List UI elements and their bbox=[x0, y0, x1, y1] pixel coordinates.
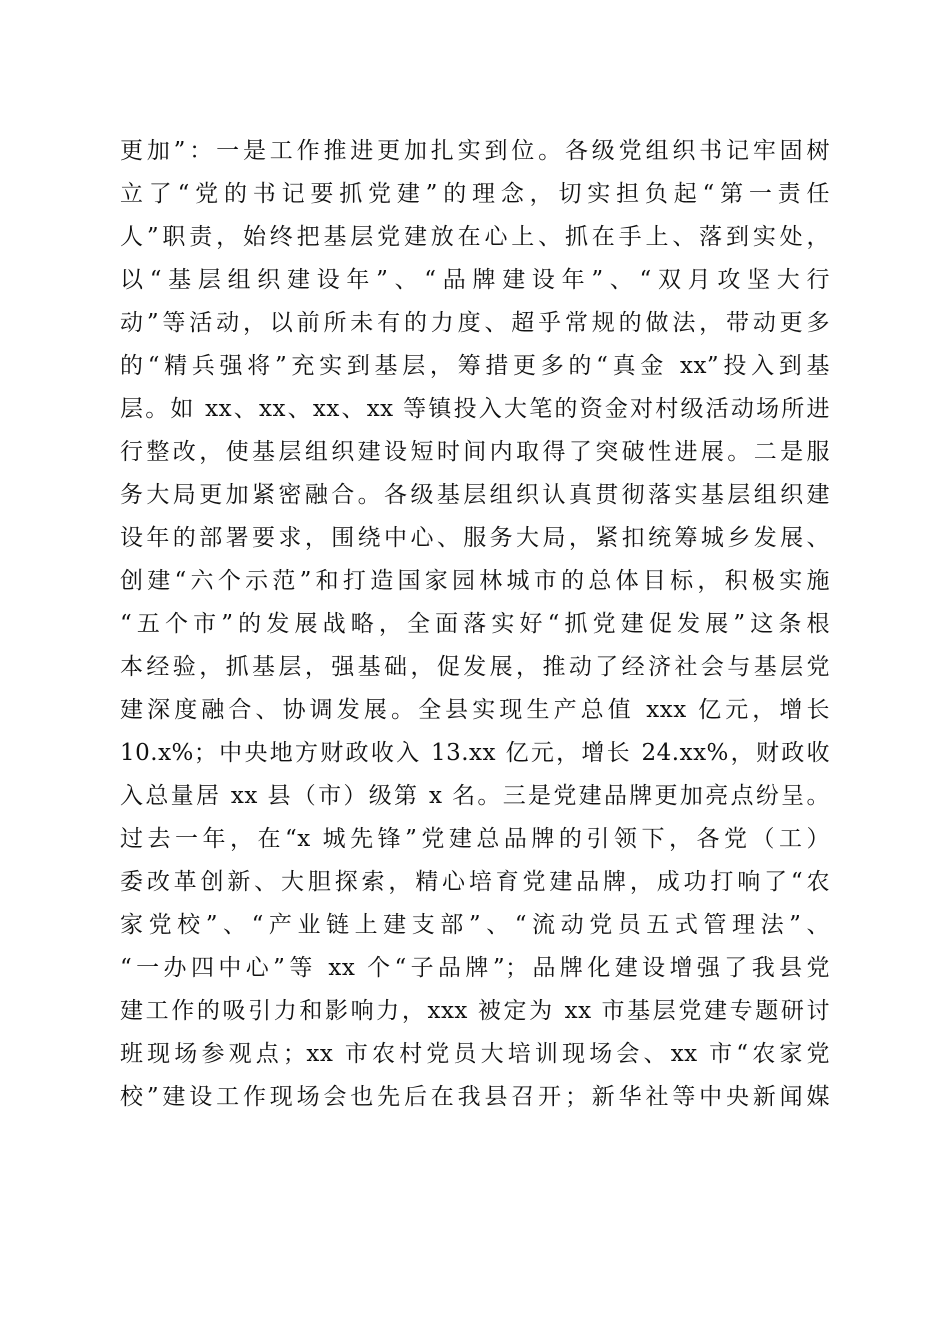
text-line: 设年的部署要求，围绕中心、服务大局，紧扣统筹城乡发展、 bbox=[120, 525, 830, 551]
text-line: 建工作的吸引力和影响力，xxx 被定为 xx 市基层党建专题研讨 bbox=[120, 998, 830, 1024]
text-line: 人”职责，始终把基层党建放在心上、抓在手上、落到实处， bbox=[120, 224, 830, 250]
text-line: 10.x%；中央地方财政收入 13.xx 亿元，增长 24.xx%，财政收 bbox=[120, 740, 830, 766]
text-line: 务大局更加紧密融合。各级基层组织认真贯彻落实基层组织建 bbox=[120, 482, 830, 508]
text-line: “一办四中心”等 xx 个“子品牌”；品牌化建设增强了我县党 bbox=[120, 955, 830, 981]
text-line: 建深度融合、协调发展。全县实现生产总值 xxx 亿元，增长 bbox=[120, 697, 830, 723]
text-line: 校”建设工作现场会也先后在我县召开；新华社等中央新闻媒 bbox=[120, 1084, 830, 1110]
body-text bbox=[120, 130, 830, 1119]
text-line: 过去一年，在“x 城先锋”党建总品牌的引领下，各党（工） bbox=[120, 826, 830, 852]
text-line: 立了“党的书记要抓党建”的理念，切实担负起“第一责任 bbox=[120, 181, 830, 207]
text-line: 动”等活动，以前所未有的力度、超乎常规的做法，带动更多 bbox=[120, 310, 830, 336]
text-line: 本经验，抓基层，强基础，促发展，推动了经济社会与基层党 bbox=[120, 654, 830, 680]
text-line: 入总量居 xx 县（市）级第 x 名。三是党建品牌更加亮点纷呈。 bbox=[120, 783, 830, 809]
text-line: 创建“六个示范”和打造国家园林城市的总体目标，积极实施 bbox=[120, 568, 830, 594]
text-line: 行整改，使基层组织建设短时间内取得了突破性进展。二是服 bbox=[120, 439, 830, 465]
text-line: “五个市”的发展战略，全面落实好“抓党建促发展”这条根 bbox=[120, 611, 830, 637]
text-line: 更加”：一是工作推进更加扎实到位。各级党组织书记牢固树 bbox=[120, 138, 830, 164]
text-line: 层。如 xx、xx、xx、xx 等镇投入大笔的资金对村级活动场所进 bbox=[120, 396, 830, 422]
text-line: 委改革创新、大胆探索，精心培育党建品牌，成功打响了“农 bbox=[120, 869, 830, 895]
text-line: 以“基层组织建设年”、“品牌建设年”、“双月攻坚大行 bbox=[120, 267, 830, 293]
text-line: 家党校”、“产业链上建支部”、“流动党员五式管理法”、 bbox=[120, 912, 830, 938]
text-line: 的“精兵强将”充实到基层，筹措更多的“真金 xx”投入到基 bbox=[120, 353, 830, 379]
text-line: 班现场参观点；xx 市农村党员大培训现场会、xx 市“农家党 bbox=[120, 1041, 830, 1067]
